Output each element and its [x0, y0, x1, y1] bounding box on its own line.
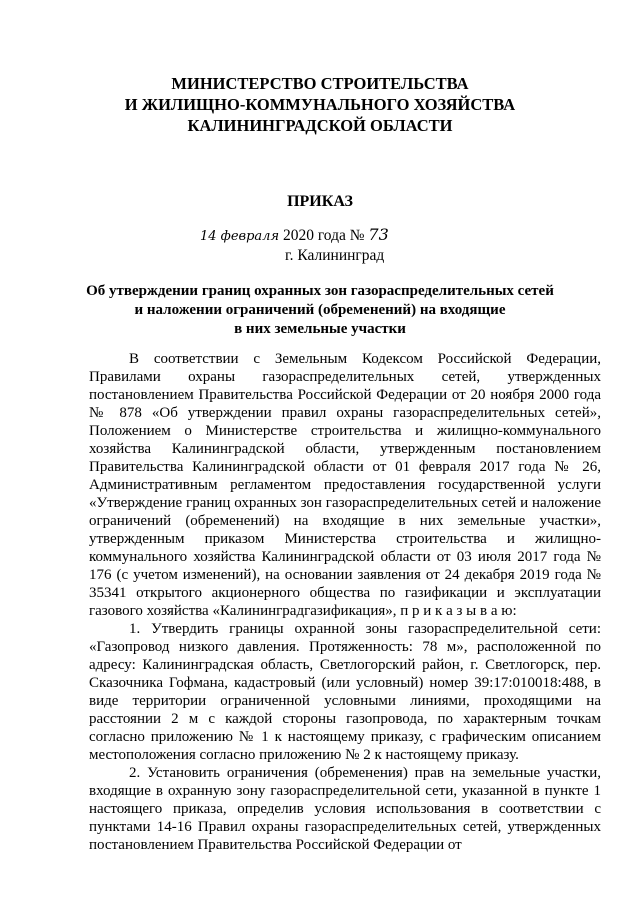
ministry-line-2: И ЖИЛИЩНО-КОММУНАЛЬНОГО ХОЗЯЙСТВА: [124, 95, 516, 114]
handwritten-date: 14 февраля: [200, 229, 280, 244]
document-body: [89, 350, 601, 854]
city: г. Калининград: [285, 247, 385, 264]
date-line: [200, 225, 389, 245]
order-title: ПРИКАЗ: [287, 193, 353, 210]
document-subject: [0, 282, 640, 339]
subject-line-3: в них земельные участки: [234, 321, 406, 337]
paragraph-item-1: 1. Утвердить границы охранной зоны газораспределительной сети: «Газопровод низкого давления. Протяженность: 78 м», расположенной по адресу: Калининградская область, Светлогорский район, г. Светлогорск, пер. Сказочника Гофмана, кадастровый (или условный) номер 39:17:010018:488, в виде территории ограниченной условными линиями, проходящими на расстоянии 2 м с каждой стороны газопровода, по характерным точкам согласно приложению № 1 к настоящему приказу, с графическим описанием местоположения согласно приложению № 2 к настоящему приказу.: [89, 621, 601, 763]
ministry-header: [0, 73, 640, 136]
ministry-line-3: КАЛИНИНГРАДСКОЙ ОБЛАСТИ: [187, 116, 453, 135]
printed-date: 2020 года №: [282, 227, 365, 244]
subject-line-2: и наложении ограничений (обременений) на входящие: [134, 302, 506, 318]
paragraph-item-2: 2. Установить ограничения (обременения) прав на земельные участки, входящие в охранную зону газораспределительной сети, указанной в пункте 1 настоящего приказа, определив условия использования в соответствии с пунктами 14-16 Правил охраны газораспределительных сетей, утвержденных постановлением Правительства Российской Федерации от: [89, 765, 601, 853]
handwritten-number: 73: [368, 225, 389, 244]
subject-line-1: Об утверждении границ охранных зон газораспределительных сетей: [86, 283, 554, 299]
ministry-line-1: МИНИСТЕРСТВО СТРОИТЕЛЬСТВА: [171, 74, 469, 93]
paragraph-preamble: В соответствии с Земельным Кодексом Российской Федерации, Правилами охраны газораспределительных сетей, утвержденных постановлением Правительства Российской Федерации от 20 ноября 2000 года № 878 «Об утверждении правил охраны газораспределительных сетей», Положением о Министерстве строительства и жилищно-коммунального хозяйства Калининградской области, утвержденным постановлением Правительства Калининградской области от 01 февраля 2017 года № 26, Административным регламентом предоставления государственной услуги «Утверждение границ охранных зон газораспределительных сетей и наложение ограничений (обременений) на входящие в них земельные участки», утвержденным приказом Министерства строительства и жилищно-коммунального хозяйства Калининградской области от 03 июля 2017 года № 176 (с учетом изменений), на основании заявления от 24 декабря 2019 года № 35341 открытого акционерного общества по газификации и эксплуатации газового хозяйства «Калининградгазификация», п р и к а з ы в а ю:: [89, 351, 601, 619]
